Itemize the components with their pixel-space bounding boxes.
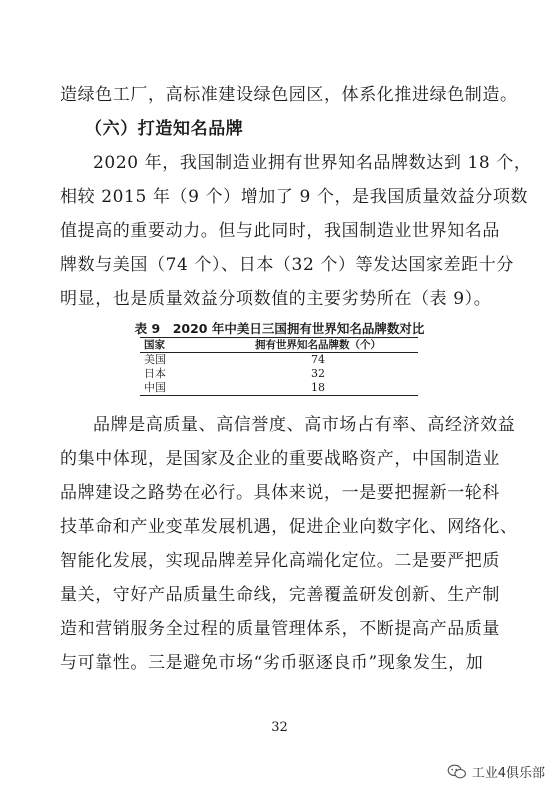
body-line-13: 造和营销服务全过程的质量管理体系，不断提高产品质量 bbox=[60, 619, 500, 639]
section-heading: （六）打造知名品牌 bbox=[85, 119, 244, 139]
watermark bbox=[447, 762, 545, 781]
table-row bbox=[140, 381, 418, 396]
watermark-text: 工业4俱乐部 bbox=[471, 766, 545, 781]
page-number: 32 bbox=[271, 720, 288, 735]
table-row bbox=[140, 367, 418, 381]
table-cell-count: 32 bbox=[311, 367, 325, 380]
body-line-10: 技革命和产业变革发展机遇，促进企业向数字化、网络化、 bbox=[60, 517, 518, 537]
table-header-country: 国家 bbox=[144, 339, 165, 351]
table-cell-count: 74 bbox=[311, 353, 325, 366]
body-line-4: 值提高的重要动力。但与此同时，我国制造业世界知名品 bbox=[60, 221, 500, 241]
table-header-brand-count: 拥有世界知名品牌数（个） bbox=[255, 339, 381, 351]
body-line-6: 明显，也是质量效益分项数值的主要劣势所在（表 9）。 bbox=[60, 289, 492, 309]
table-cell-count: 18 bbox=[311, 381, 325, 394]
body-line-2: 2020 年，我国制造业拥有世界知名品牌数达到 18 个， bbox=[93, 153, 532, 173]
table-header-row bbox=[140, 338, 418, 353]
body-line-1: 造绿色工厂，高标准建设绿色园区，体系化推进绿色制造。 bbox=[60, 85, 518, 105]
body-line-9: 品牌建设之路势在必行。具体来说，一是要把握新一轮科 bbox=[60, 483, 500, 503]
body-line-12: 量关，守好产品质量生命线，完善覆盖研发创新、生产制 bbox=[60, 585, 500, 605]
table-cell-country: 日本 bbox=[144, 367, 166, 380]
table-caption: 表 9 2020 年中美日三国拥有世界知名品牌数对比 bbox=[134, 321, 425, 336]
brand-count-table bbox=[140, 337, 418, 396]
body-line-14: 与可靠性。三是避免市场“劣币驱逐良币”现象发生，加 bbox=[60, 653, 484, 673]
body-line-11: 智能化发展，实现品牌差异化高端化定位。二是要严把质 bbox=[60, 551, 500, 571]
table-row bbox=[140, 353, 418, 368]
table-cell-country: 美国 bbox=[144, 353, 166, 366]
table-cell-country: 中国 bbox=[144, 381, 166, 394]
body-line-7: 品牌是高质量、高信誉度、高市场占有率、高经济效益 bbox=[93, 415, 516, 435]
wechat-icon bbox=[447, 764, 467, 780]
body-line-3: 相较 2015 年（9 个）增加了 9 个，是我国质量效益分项数 bbox=[60, 187, 529, 207]
body-line-8: 的集中体现，是国家及企业的重要战略资产，中国制造业 bbox=[60, 449, 500, 469]
body-line-5: 牌数与美国（74 个）、日本（32 个）等发达国家差距十分 bbox=[60, 255, 514, 275]
